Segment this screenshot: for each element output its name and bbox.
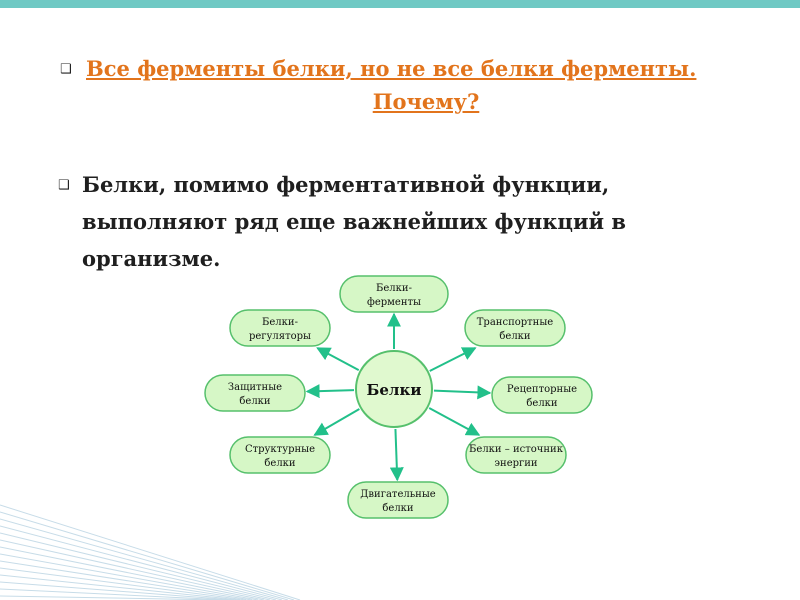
node-label-line-1: Транспортные (476, 317, 554, 328)
node-energy (466, 437, 566, 473)
node-label-line-2: энергии (494, 458, 538, 469)
node-receptor (492, 377, 592, 413)
arrow-protective (307, 390, 354, 391)
node-label-line-1: Белки – источник (469, 444, 563, 455)
node-protective (205, 375, 305, 411)
node-label-line-2: белки (526, 398, 558, 409)
center-node (356, 351, 432, 427)
node-label-line-2: белки (382, 503, 414, 514)
checkmark-bullet-icon: ❑ (58, 178, 70, 193)
node-structural (230, 437, 330, 473)
node-label-line-2: белки (264, 458, 296, 469)
node-label-line-2: регуляторы (248, 331, 312, 342)
node-label-line-1: Белки- (376, 283, 412, 294)
question-line-2: Почему? (372, 89, 480, 114)
node-label-line-1: Двигательные (360, 489, 436, 500)
node-enzymes (340, 276, 448, 312)
node-label-line-1: Рецепторные (506, 384, 578, 395)
node-label-line-1: Структурные (244, 444, 316, 455)
node-transport (465, 310, 565, 346)
node-label-line-1: Защитные (227, 382, 283, 393)
question-line-1: Все ферменты белки, но не все белки ферменты. (86, 56, 697, 81)
node-label-line-2: белки (499, 331, 531, 342)
node-label-line-2: белки (239, 396, 271, 407)
checkmark-bullet-icon: ❑ (60, 62, 72, 77)
corner-line (0, 561, 252, 600)
node-motor (348, 482, 448, 518)
node-label-line-2: ферменты (367, 297, 421, 308)
center-label: Белки (366, 381, 422, 399)
corner-line (0, 554, 258, 600)
statement-text: Белки, помимо ферментативной функции, выполняют ряд еще важнейших функций в организме. (82, 172, 627, 271)
corner-line (0, 533, 276, 600)
node-label-line-1: Белки- (262, 317, 298, 328)
node-regulators (230, 310, 330, 346)
